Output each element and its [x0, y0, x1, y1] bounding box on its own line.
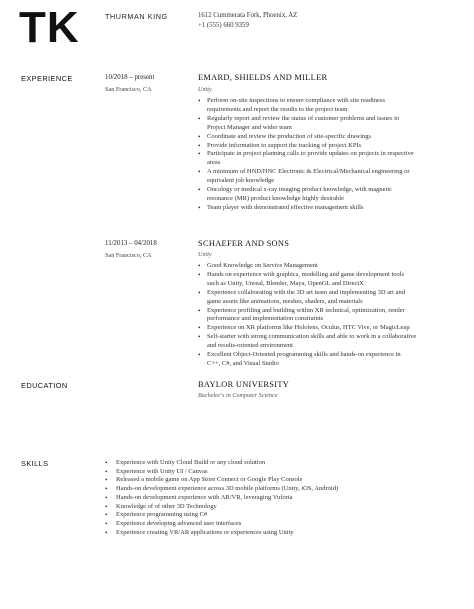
list-item: • Self-starter with strong communication skills and able to work in a collaborative and results-oriented environment — [198, 333, 468, 351]
list-item: • Experience programming using C# — [105, 511, 465, 520]
contact-info — [198, 11, 297, 31]
list-item: • Regularly report and review the status of customer problems and issues to Project Manager and wider team — [198, 115, 468, 133]
job-company: EMARD, SHIELDS AND MILLER — [198, 73, 328, 82]
list-item: • Participate in project planning calls to provide updates on projects in respective areas — [198, 150, 468, 168]
phone: +1 (555) 660 9359 — [198, 22, 249, 29]
education-heading: EDUCATION — [21, 381, 68, 390]
job-bullet-list — [198, 97, 468, 213]
list-item: • Experience collaborating with the 3D art team and implementing 3D art and game assets like animations, meshes, shaders, and materials — [198, 289, 468, 307]
candidate-name: THURMAN KING — [105, 12, 168, 21]
list-item: • Hands on experience with graphics, modelling and game development tools such as Unity, Unreal, Blender, Maya, OpenGL and DirectX — [198, 271, 468, 289]
list-item: • Hands-on development experience across 3D mobile platforms (Unity, iOS, Android) — [105, 485, 465, 494]
job-role: Unity — [198, 86, 212, 93]
job-bullet-list — [198, 262, 468, 369]
list-item: • Released a mobile game on App Store Connect or Google Play Console — [105, 476, 465, 485]
job-role: Unity — [198, 251, 212, 258]
list-item: • Knowledge of of other 3D Technology — [105, 503, 465, 512]
list-item: • Good Knowledge on Service Management — [198, 262, 468, 271]
list-item: • Experience profiling and building within XR technical, optimization, render performance and implementation constraints — [198, 307, 468, 325]
list-item: • A minimum of HND/HNC Electronic & Electrical/Mechanical engineering or equivalent job knowledge — [198, 168, 468, 186]
job-company: SCHAEFER AND SONS — [198, 239, 290, 248]
list-item: • Oncology or medical x-ray imaging product knowledge, with magnetic resonance (MR) product knowledge highly desirable — [198, 186, 468, 204]
list-item: • Experience on XR platforms like Hololens, Oculus, HTC Vive, or MagicLeap — [198, 324, 468, 333]
list-item: • Experience developing advanced user interfaces — [105, 520, 465, 529]
list-item: • Team player with demonstrated effective management skills — [198, 204, 468, 213]
list-item: • Experience with Unity Cloud Build or any cloud solution — [105, 459, 465, 468]
job-dates: 11/2013 – 04/2018 — [105, 240, 157, 247]
name-initials: TK — [19, 3, 80, 52]
address: 1612 Cummerata Fork, Phoenix, AZ — [198, 12, 298, 19]
list-item: • Perform on-site inspections to ensure compliance with site readiness requirements and report the results to the project team — [198, 97, 468, 115]
skills-heading: SKILLS — [21, 459, 49, 468]
list-item: • Provide information to support the tracking of project KPIs — [198, 142, 468, 151]
job-dates: 10/2018 – present — [105, 74, 155, 81]
list-item: • Excellent Object-Oriented programming skills and hands-on experience in C++, C#, and Visual Studio — [198, 351, 468, 369]
list-item: • Coordinate and review the production of site-specific drawings — [198, 133, 468, 142]
degree: Bachelor's in Computer Science — [198, 392, 278, 399]
job-location: San Francisco, CA — [105, 86, 152, 93]
skills-list — [105, 459, 465, 537]
list-item: • Experience creating VR/AR applications or experiences using Unity — [105, 529, 465, 538]
list-item: • Experience with Unity UI / Canvas — [105, 468, 465, 477]
school-name: BAYLOR UNIVERSITY — [198, 380, 290, 389]
list-item: • Hands-on development experience with AR/VR, leveraging Vuforia — [105, 494, 465, 503]
job-location: San Francisco, CA — [105, 252, 152, 259]
experience-heading: EXPERIENCE — [21, 74, 73, 83]
